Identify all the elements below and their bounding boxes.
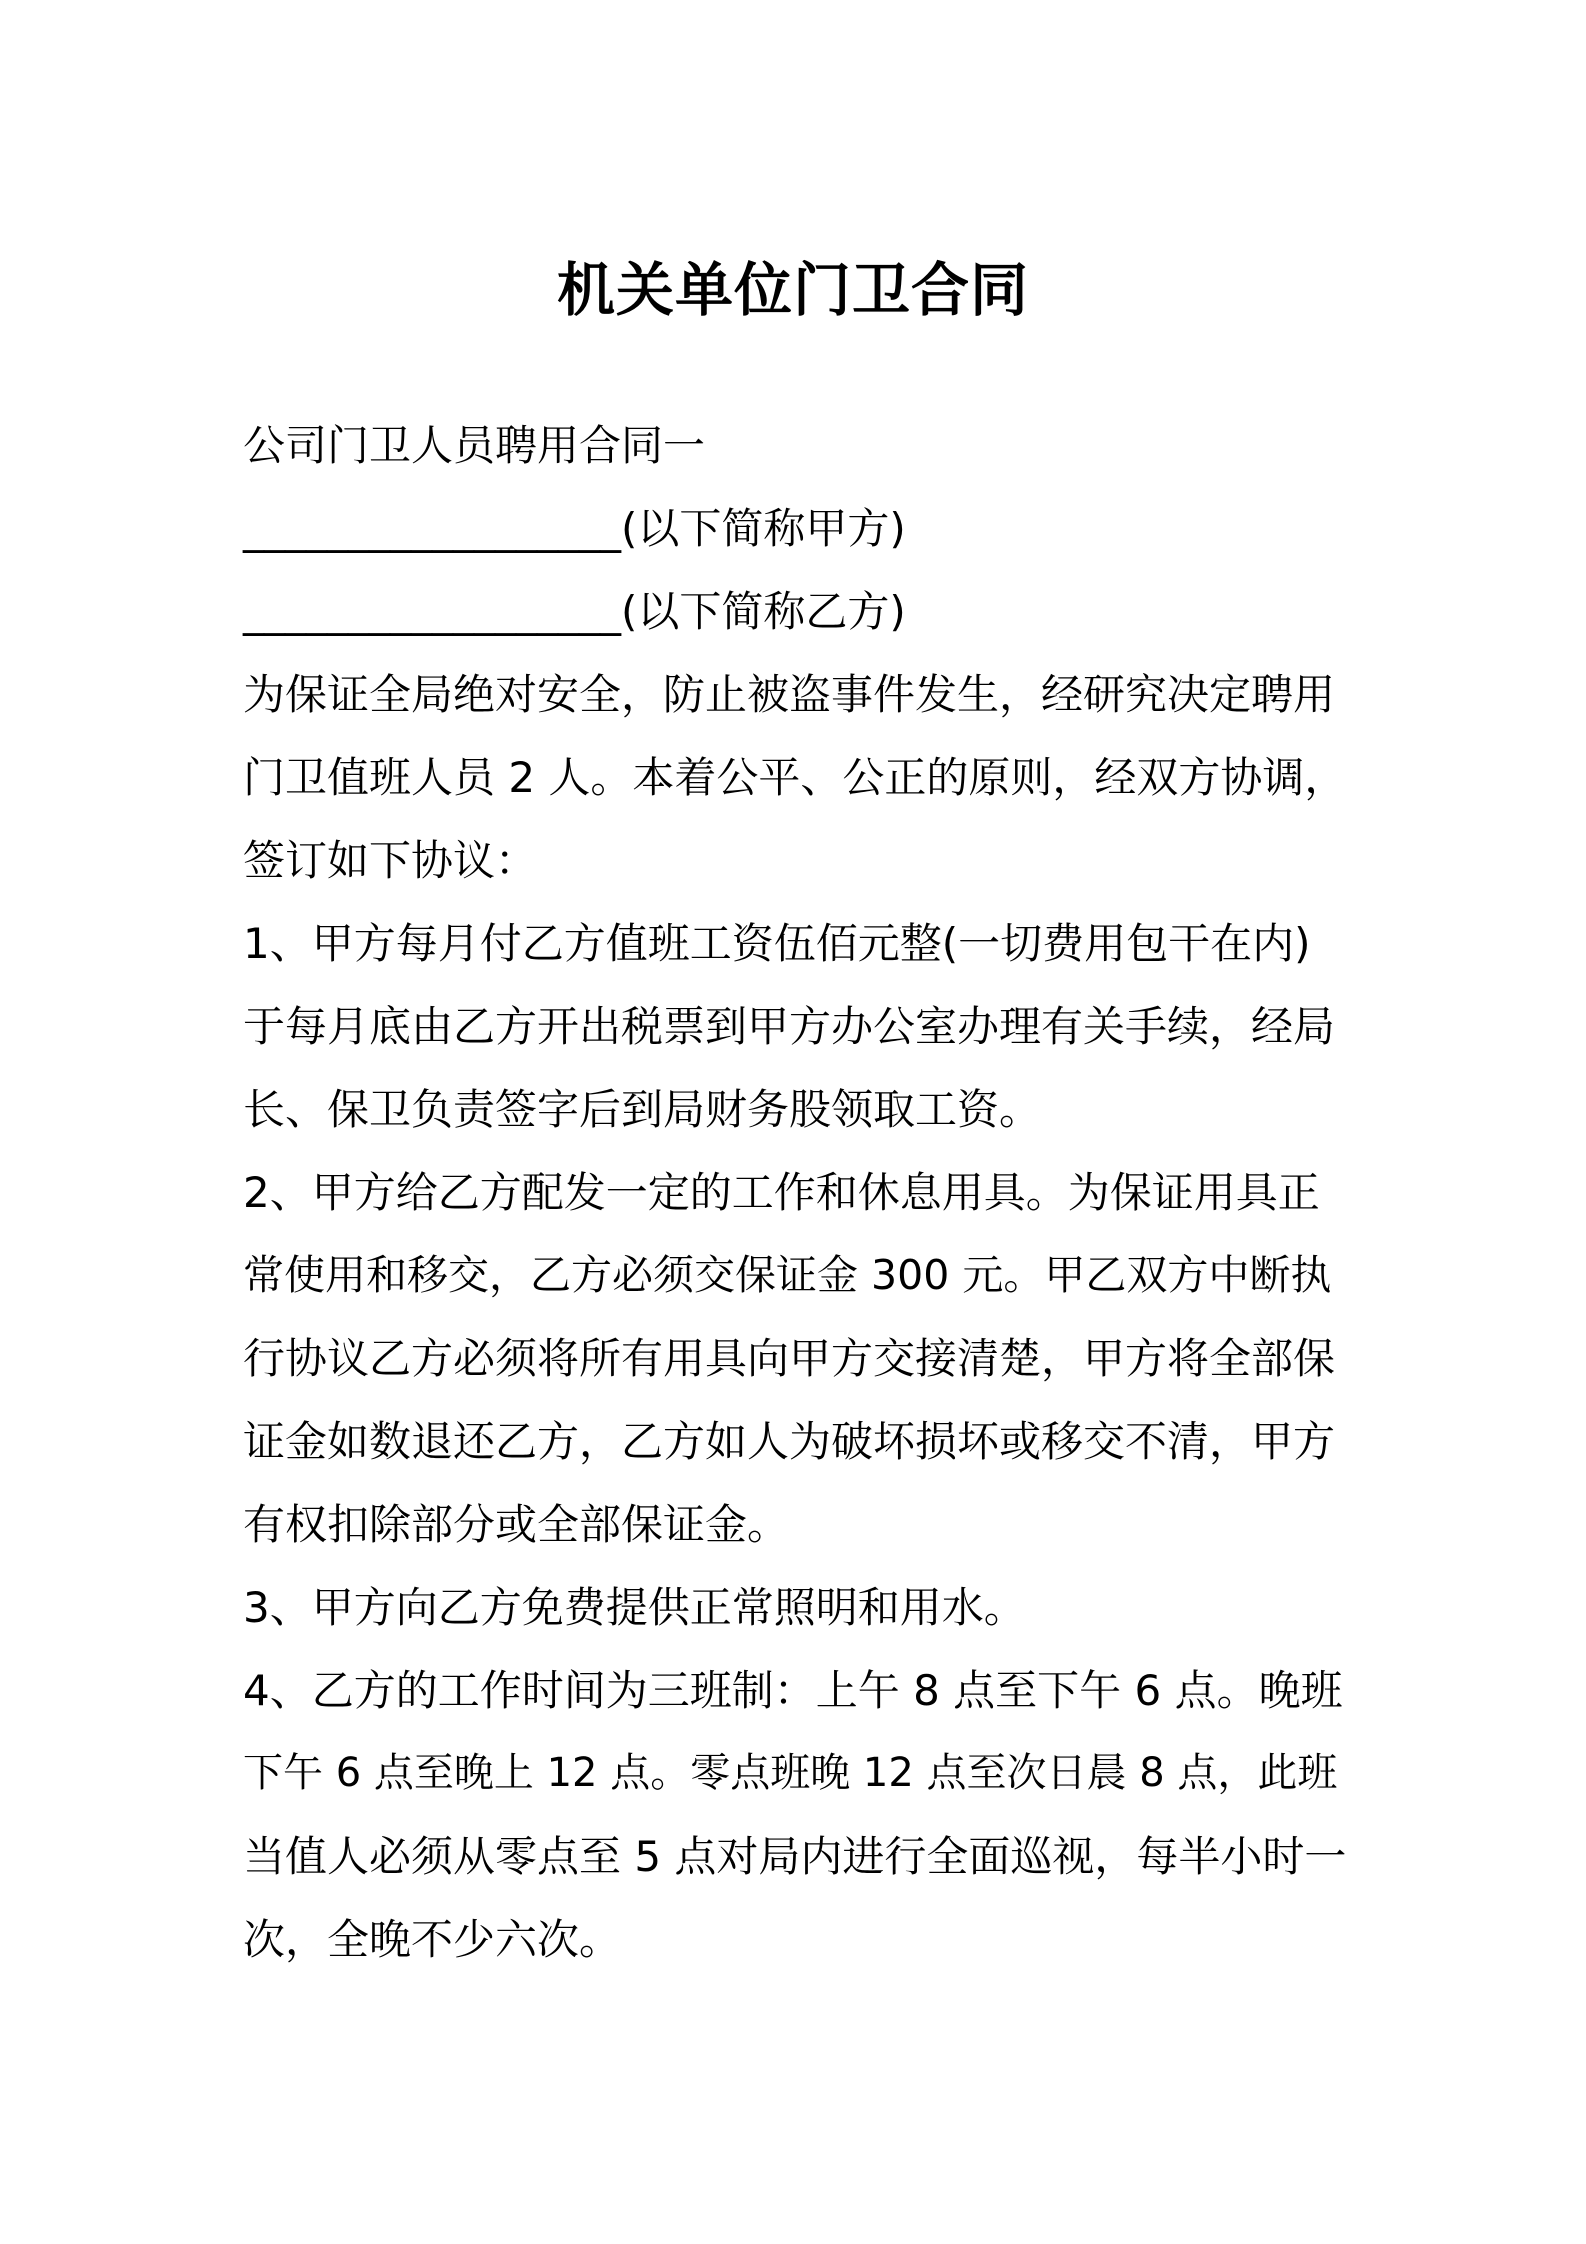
clause-4-line-2: 下午 6 点至晚上 12 点。零点班晚 12 点至次日晨 8 点，此班 xyxy=(243,1750,1338,1796)
clause-2-line-4: 证金如数退还乙方，乙方如人为破坏损坏或移交不清，甲方 xyxy=(243,1417,1336,1466)
preamble-line-2: 门卫值班人员 2 人。本着公平、公正的原则，经双方协调， xyxy=(243,753,1347,802)
clause-4-line-1: 4、乙方的工作时间为三班制：上午 8 点至下午 6 点。晚班 xyxy=(243,1666,1343,1715)
preamble-line-3: 签订如下协议： xyxy=(243,836,538,885)
party-b-line: __________________(以下简称乙方) xyxy=(243,587,906,636)
clause-1-line-1: 1、甲方每月付乙方值班工资伍佰元整(一切费用包干在内) xyxy=(243,919,1311,968)
document-title: 机关单位门卫合同 xyxy=(556,256,1029,324)
clause-3-line-1: 3、甲方向乙方免费提供正常照明和用水。 xyxy=(243,1583,1026,1632)
clause-4-line-4: 次，全晚不少六次。 xyxy=(243,1915,622,1964)
clause-1-line-3: 长、保卫负责签字后到局财务股领取工资。 xyxy=(243,1085,1042,1134)
clause-4-line-3: 当值人必须从零点至 5 点对局内进行全面巡视，每半小时一 xyxy=(243,1832,1347,1881)
section-heading: 公司门卫人员聘用合同一 xyxy=(243,421,706,470)
clause-2-line-1: 2、甲方给乙方配发一定的工作和休息用具。为保证用具正 xyxy=(243,1168,1320,1217)
clause-2-line-5: 有权扣除部分或全部保证金。 xyxy=(243,1500,790,1549)
document-body xyxy=(243,404,1353,1981)
clause-2-line-2: 常使用和移交，乙方必须交保证金 300 元。甲乙双方中断执 xyxy=(243,1251,1332,1299)
clause-2-line-3: 行协议乙方必须将所有用具向甲方交接清楚，甲方将全部保 xyxy=(243,1334,1336,1383)
clause-1-line-2: 于每月底由乙方开出税票到甲方办公室办理有关手续，经局 xyxy=(243,1002,1336,1051)
preamble-line-1: 为保证全局绝对安全，防止被盗事件发生，经研究决定聘用 xyxy=(243,670,1336,719)
party-a-line: __________________(以下简称甲方) xyxy=(243,504,906,553)
